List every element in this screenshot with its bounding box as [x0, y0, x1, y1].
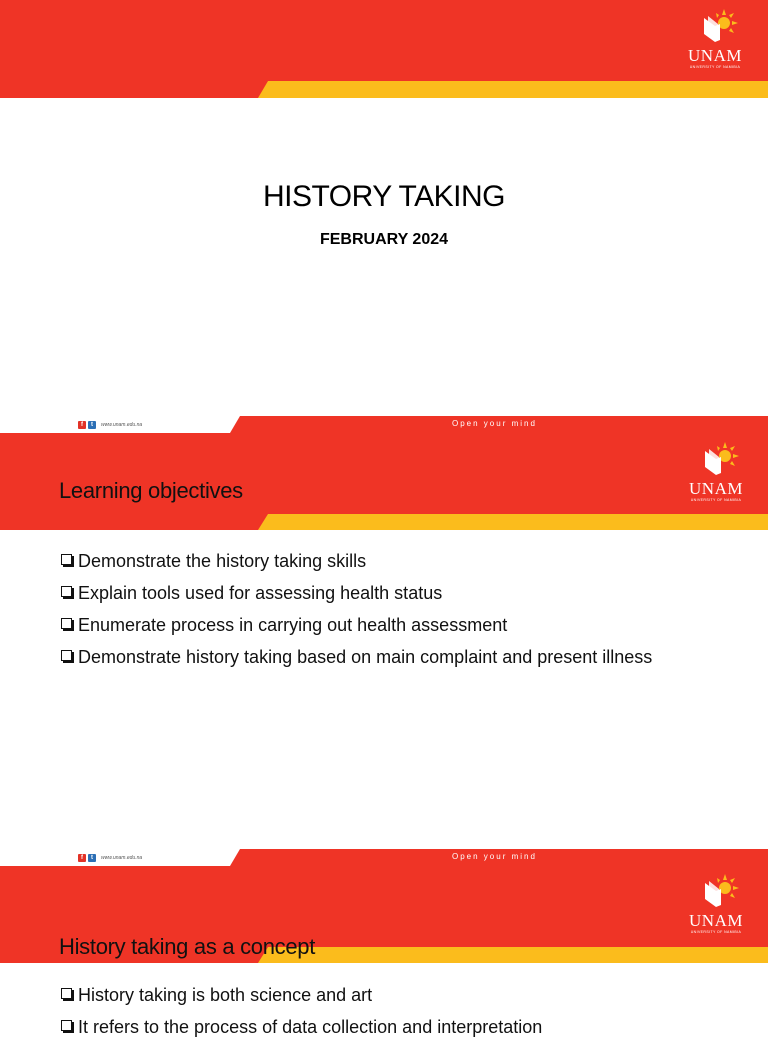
list-item: Enumerate process in carrying out health assessment [60, 613, 720, 637]
website-url[interactable]: www.unam.edu.na [101, 421, 143, 428]
slide-heading: Learning objectives [59, 478, 243, 503]
social-links [78, 420, 142, 429]
checkbox-bullet-icon [61, 586, 72, 597]
twitter-icon[interactable]: t [88, 421, 96, 429]
twitter-icon[interactable]: t [88, 854, 96, 862]
list-item: Demonstrate the history taking skills [60, 549, 720, 573]
slide-heading: History taking as a concept [59, 934, 316, 959]
logo-wordmark: UNAM [689, 479, 743, 498]
slide-history-concept [0, 866, 768, 1037]
list-item: It refers to the process of data collection and interpretation [60, 1015, 720, 1039]
unam-logo [680, 6, 750, 76]
social-links [78, 853, 142, 862]
tagline: Open your mind [452, 419, 537, 428]
sun-book-icon [680, 6, 750, 46]
presentation-date: FEBRUARY 2024 [319, 231, 449, 248]
sun-book-icon [681, 871, 751, 911]
checkbox-bullet-icon [61, 618, 72, 629]
slide-title-page [0, 0, 768, 433]
facebook-icon[interactable]: f [78, 854, 86, 862]
logo-subtext: UNIVERSITY OF NAMIBIA [689, 65, 741, 69]
checkbox-bullet-icon [61, 988, 72, 999]
logo-wordmark: UNAM [689, 911, 743, 930]
slide-footer [0, 416, 768, 433]
logo-subtext: UNIVERSITY OF NAMIBIA [690, 930, 742, 934]
slide-learning-objectives [0, 433, 768, 866]
unam-logo [681, 439, 751, 509]
checkbox-bullet-icon [61, 1020, 72, 1031]
header-banner [0, 0, 768, 98]
logo-wordmark: UNAM [688, 46, 742, 65]
website-url[interactable]: www.unam.edu.na [101, 854, 143, 861]
checkbox-bullet-icon [61, 650, 72, 661]
concept-list [60, 983, 720, 1047]
facebook-icon[interactable]: f [78, 421, 86, 429]
list-item: History taking is both science and art [60, 983, 720, 1007]
objectives-list [60, 549, 720, 677]
presentation-title: HISTORY TAKING [263, 180, 505, 213]
list-item: Explain tools used for assessing health status [60, 581, 720, 605]
checkbox-bullet-icon [61, 554, 72, 565]
sun-book-icon [681, 439, 751, 479]
unam-logo [681, 871, 751, 941]
logo-subtext: UNIVERSITY OF NAMIBIA [690, 498, 742, 502]
slide-footer [0, 849, 768, 866]
tagline: Open your mind [452, 852, 537, 861]
list-item: Demonstrate history taking based on main complaint and present illness [60, 645, 718, 669]
